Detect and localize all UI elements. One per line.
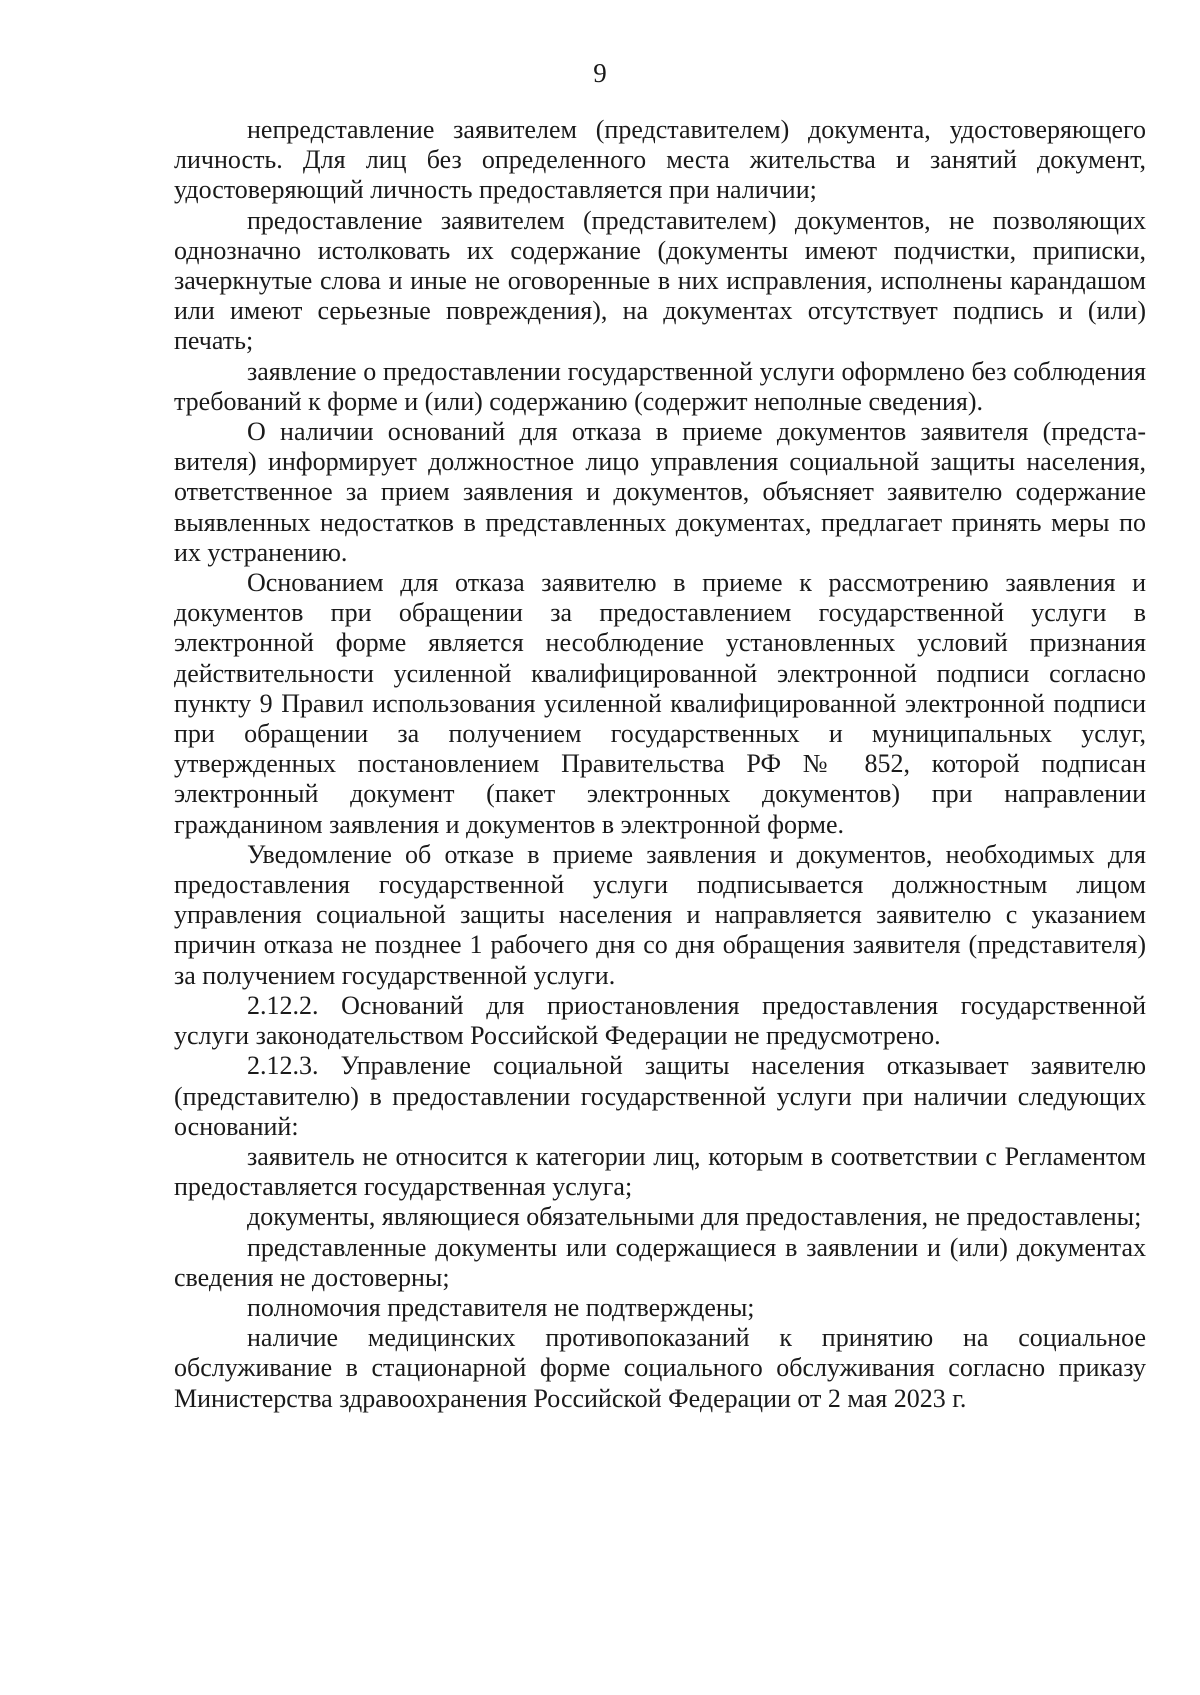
- document-body: [174, 115, 1146, 1414]
- paragraph-7: 2.12.2. Оснований для приостановления предоставления государственной услуги законодательством Российской Федерации не предусмотрено.: [174, 990, 1146, 1051]
- paragraph-2: предоставление заявителем (представителем) документов, не позволяющих однозначно истолковать их содержание (документы имеют подчистки, приписки, зачеркнутые слова и иные не оговоренные в них исправления, исполнены карандашом или имеют серьезные повреждения), на документах отсутствует подпись и (или) печать;: [174, 205, 1146, 356]
- paragraph-11: представленные документы или содержащиеся в заявлении и (или) документах сведения не достоверны;: [174, 1232, 1146, 1292]
- paragraph-9: заявитель не относится к категории лиц, которым в соответствии с Регламентом предоставляется государственная услуга;: [174, 1141, 1146, 1202]
- paragraph-4: О наличии оснований для отказа в приеме документов заявителя (представителя) информирует должностное лицо управления социальной защиты населения, ответственное за прием заявления и документов, объясняет заявителю содержание выявленных недостатков в представленных документах, предлагает принять меры по их устранению.: [174, 417, 1146, 567]
- paragraph-10: документы, являющиеся обязательными для предоставления, не предоставлены;: [247, 1202, 1142, 1232]
- paragraph-5: Основанием для отказа заявителю в приеме к рассмотрению заявления и документов при обращении за предоставлением государственной услуги в электронной форме является несоблюдение установленных условий признания действительности усиленной квалифицированной электронной подписи согласно пункту 9 Правил использования усиленной квалифицированной электронной подписи при обращении за получением государственных и муниципальных услуг, утвержденных постановлением Правительства РФ № 852, которой подписан электронный документ (пакет электронных документов) при направлении гражданином заявления и документов в электронной форме.: [174, 568, 1146, 839]
- paragraph-13: наличие медицинских противопоказаний к принятию на социальное обслуживание в стационарной форме социального обслуживания согласно приказу Министерства здравоохранения Российской Федерации от 2 мая 2023 г.: [174, 1323, 1146, 1413]
- page-number: 9: [593, 58, 607, 88]
- paragraph-1: непредставление заявителем (представителем) документа, удостоверяющего личность. Для лиц без определенного места жительства и занятий документ, удостоверяющий личность предоставляется при наличии;: [174, 115, 1146, 205]
- paragraph-12: полномочия представителя не подтверждены;: [247, 1292, 755, 1322]
- paragraph-6: Уведомление об отказе в приеме заявления и документов, необходимых для предоставления государственной услуги подписывается должностным лицом управления социальной защиты населения и направляется заявителю с указанием причин отказа не позднее 1 рабочего дня со дня обращения заявителя (представителя) за получением государственной услуги.: [174, 839, 1146, 990]
- paragraph-3: заявление о предоставлении государственной услуги оформлено без соблюдения требований к форме и (или) содержанию (содержит неполные сведения).: [174, 356, 1146, 416]
- paragraph-8: 2.12.3. Управление социальной защиты населения отказывает заявителю (представителю) в предоставлении государственной услуги при наличии следующих оснований:: [174, 1051, 1146, 1141]
